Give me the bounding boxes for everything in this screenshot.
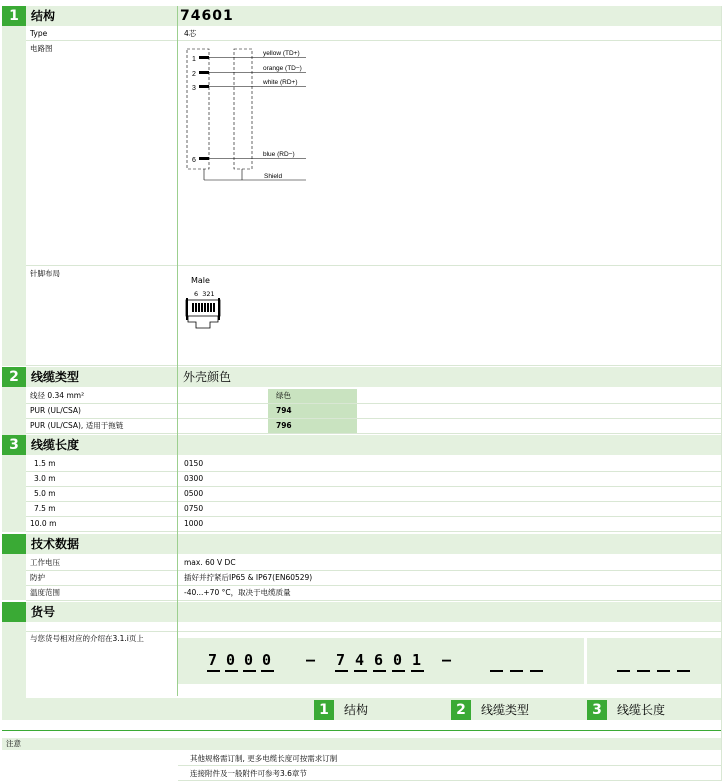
type-value: 4芯 bbox=[184, 29, 197, 38]
cable-row-label: 线径 0.34 mm² bbox=[30, 391, 85, 400]
code-digit: 1 bbox=[412, 651, 422, 669]
length-row bbox=[26, 487, 721, 502]
length-row bbox=[26, 517, 721, 532]
section-number-3: 3 bbox=[2, 435, 26, 455]
section-title-tech: 技术数据 bbox=[31, 537, 80, 551]
length-label: 10.0 m bbox=[30, 519, 57, 528]
length-label: 7.5 m bbox=[34, 504, 56, 513]
note-line bbox=[178, 752, 721, 766]
type-row bbox=[26, 27, 721, 41]
cable-row-label: PUR (UL/CSA) bbox=[30, 406, 81, 415]
prefix-digit: 0 bbox=[262, 651, 272, 669]
length-code: 0500 bbox=[184, 489, 204, 498]
pin-3-number: 3 bbox=[192, 85, 196, 92]
cable-row-label: PUR (UL/CSA), 适用于拖链 bbox=[30, 421, 124, 430]
pin-2-number: 2 bbox=[192, 71, 196, 78]
code-digit: 7 bbox=[336, 651, 346, 669]
tech-row bbox=[26, 571, 721, 586]
pin-layout-label: 针脚布局 bbox=[30, 269, 60, 278]
section-stripe-2 bbox=[2, 387, 26, 435]
legend-label-cable-type: 线缆类型 bbox=[481, 703, 530, 717]
notes-header bbox=[2, 738, 721, 750]
length-row bbox=[26, 502, 721, 517]
cable-type-blank bbox=[510, 670, 523, 672]
order-spacer bbox=[26, 624, 721, 632]
legend-number-3: 3 bbox=[587, 700, 607, 720]
tech-value: 插好并拧紧后IP65 & IP67(EN60529) bbox=[184, 573, 313, 582]
section-title-structure: 结构 bbox=[31, 9, 56, 23]
section-title-order: 货号 bbox=[31, 605, 56, 619]
cable-row bbox=[26, 419, 721, 434]
length-blank bbox=[657, 670, 670, 672]
length-blank bbox=[677, 670, 690, 672]
housing-color-title: 外壳颜色 bbox=[183, 370, 232, 384]
cable-code: 796 bbox=[276, 421, 292, 430]
length-label: 5.0 m bbox=[34, 489, 56, 498]
length-code: 0150 bbox=[184, 459, 204, 468]
tech-value: -40...+70 °C，取决于电缆质量 bbox=[184, 588, 291, 597]
prefix-digit: 7 bbox=[208, 651, 218, 669]
prefix-digit: 0 bbox=[226, 651, 236, 669]
legend-number-1: 1 bbox=[314, 700, 334, 720]
code-digit: 6 bbox=[374, 651, 384, 669]
shield-label: Shield bbox=[264, 173, 283, 180]
length-blank bbox=[617, 670, 630, 672]
length-label: 1.5 m bbox=[34, 459, 56, 468]
connector-outline bbox=[187, 49, 209, 169]
length-code: 0300 bbox=[184, 474, 204, 483]
note-text: 连接附件及一般附件可参考3.6章节 bbox=[190, 769, 307, 778]
order-note: 与您货号相对应的介绍在3.1.i页上 bbox=[30, 634, 144, 643]
section-marker-order bbox=[2, 602, 26, 622]
shield-outline bbox=[234, 49, 252, 169]
tech-row bbox=[26, 556, 721, 571]
length-code: 1000 bbox=[184, 519, 204, 528]
section-header-tech bbox=[26, 534, 721, 554]
section-marker-tech bbox=[2, 534, 26, 554]
note-line bbox=[178, 767, 721, 781]
prefix-digit: 0 bbox=[244, 651, 254, 669]
color-header: 绿色 bbox=[276, 391, 291, 400]
type-label: Type bbox=[30, 29, 48, 38]
pin-6-number: 6 bbox=[192, 157, 196, 164]
right-border bbox=[721, 6, 722, 781]
wire-yellow-label: yellow (TD+) bbox=[263, 50, 300, 57]
pin-gender: Male bbox=[191, 276, 210, 285]
length-row bbox=[26, 472, 721, 487]
section-number-2: 2 bbox=[2, 367, 26, 387]
section-title-cable-type: 线缆类型 bbox=[31, 370, 80, 384]
cable-type-blank bbox=[490, 670, 503, 672]
legend-number-2: 2 bbox=[451, 700, 471, 720]
column-divider bbox=[177, 6, 178, 696]
section-title-cable-length: 线缆长度 bbox=[31, 438, 80, 452]
rj45-plug-icon bbox=[184, 298, 224, 332]
circuit-label: 电路图 bbox=[30, 44, 53, 53]
section-header-2 bbox=[26, 367, 721, 387]
tech-row bbox=[26, 586, 721, 601]
section-stripe-1 bbox=[2, 26, 26, 366]
wire-orange-label: orange (TD−) bbox=[263, 65, 302, 72]
wire-white-label: white (RD+) bbox=[263, 79, 298, 86]
section-header-3 bbox=[26, 435, 721, 455]
length-blank bbox=[637, 670, 650, 672]
section-stripe-order bbox=[2, 622, 26, 698]
tech-label: 防护 bbox=[30, 573, 45, 582]
cable-row bbox=[26, 404, 721, 419]
notes-divider bbox=[2, 730, 721, 731]
tech-value: max. 60 V DC bbox=[184, 558, 236, 567]
pin-1-number: 1 bbox=[192, 56, 196, 63]
circuit-row bbox=[26, 42, 721, 266]
length-row bbox=[26, 457, 721, 472]
cable-code: 794 bbox=[276, 406, 292, 415]
part-code: 74601 bbox=[180, 8, 234, 24]
order-dash: – bbox=[306, 651, 316, 669]
section-stripe-3 bbox=[2, 455, 26, 532]
cable-type-blank bbox=[530, 670, 543, 672]
section-number-1: 1 bbox=[2, 6, 26, 26]
pin-numbers: 6 321 bbox=[194, 290, 215, 298]
pin-layout-row bbox=[26, 267, 721, 366]
legend-label-cable-length: 线缆长度 bbox=[617, 703, 666, 717]
section-stripe-tech bbox=[2, 554, 26, 600]
notes-title: 注意 bbox=[6, 739, 21, 748]
tech-label: 工作电压 bbox=[30, 558, 60, 567]
order-length-box bbox=[587, 638, 721, 684]
cable-row bbox=[26, 389, 721, 404]
tech-label: 温度范围 bbox=[30, 588, 60, 597]
length-code: 0750 bbox=[184, 504, 204, 513]
legend-label-structure: 结构 bbox=[344, 703, 369, 717]
order-dash: – bbox=[442, 651, 452, 669]
code-digit: 0 bbox=[393, 651, 403, 669]
code-digit: 4 bbox=[355, 651, 365, 669]
circuit-diagram bbox=[184, 46, 314, 186]
length-label: 3.0 m bbox=[34, 474, 56, 483]
section-header-1 bbox=[26, 6, 721, 26]
wire-blue-label: blue (RD−) bbox=[263, 151, 295, 158]
section-header-order bbox=[26, 602, 721, 622]
note-text: 其他规格需订制, 更多电缆长度可按需求订制 bbox=[190, 754, 338, 763]
